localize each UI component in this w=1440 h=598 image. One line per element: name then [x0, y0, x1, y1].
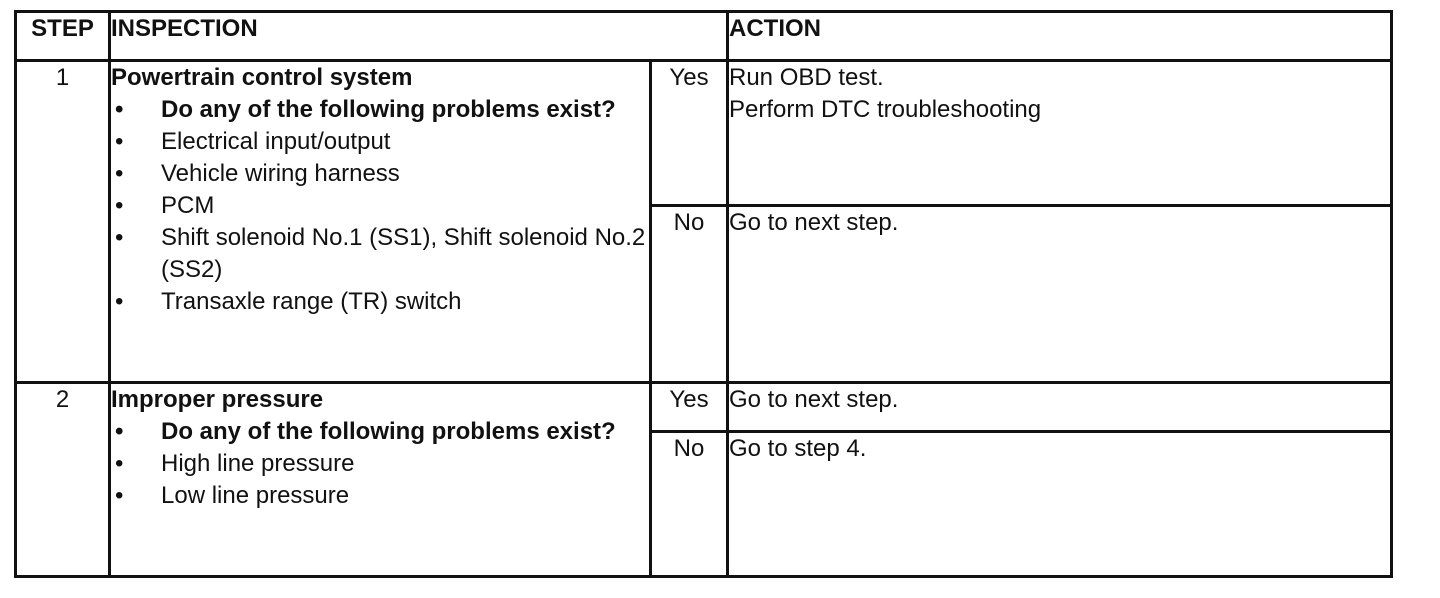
no-action: Go to next step. — [728, 206, 1392, 383]
yes-action — [728, 61, 1392, 206]
no-action: Go to step 4. — [728, 432, 1392, 577]
yes-label: Yes — [651, 383, 728, 432]
yes-action: Go to next step. — [728, 383, 1392, 432]
inspection-list — [111, 416, 649, 512]
inspection-title: Powertrain control system — [111, 64, 413, 91]
no-label: No — [651, 432, 728, 577]
inspection-list — [111, 94, 649, 318]
action-header: ACTION — [728, 12, 1392, 61]
header-row — [16, 12, 1392, 61]
action-line: Run OBD test. — [729, 64, 884, 91]
inspection-question: • Do any of the following problems exist? — [111, 416, 649, 448]
list-item: • Vehicle wiring harness — [111, 158, 649, 190]
step-header: STEP — [16, 12, 110, 61]
list-item: • Low line pressure — [111, 480, 649, 512]
table-row — [16, 383, 1392, 432]
step-number: 1 — [16, 61, 110, 383]
action-line: Perform DTC troubleshooting — [729, 96, 1042, 123]
list-item: • Shift solenoid No.1 (SS1), Shift solenoid No.2 (SS2) — [111, 222, 649, 286]
list-item: • Electrical input/output — [111, 126, 649, 158]
inspection-title: Improper pressure — [111, 386, 324, 413]
yes-label: Yes — [651, 61, 728, 206]
list-item: • PCM — [111, 190, 649, 222]
inspection-cell — [110, 383, 651, 577]
inspection-question: • Do any of the following problems exist? — [111, 94, 649, 126]
step-number: 2 — [16, 383, 110, 577]
inspection-cell — [110, 61, 651, 383]
list-item: • Transaxle range (TR) switch — [111, 286, 649, 318]
list-item: • High line pressure — [111, 448, 649, 480]
table-row — [16, 61, 1392, 206]
troubleshooting-table — [14, 10, 1393, 578]
inspection-header: INSPECTION — [110, 12, 728, 61]
no-label: No — [651, 206, 728, 383]
